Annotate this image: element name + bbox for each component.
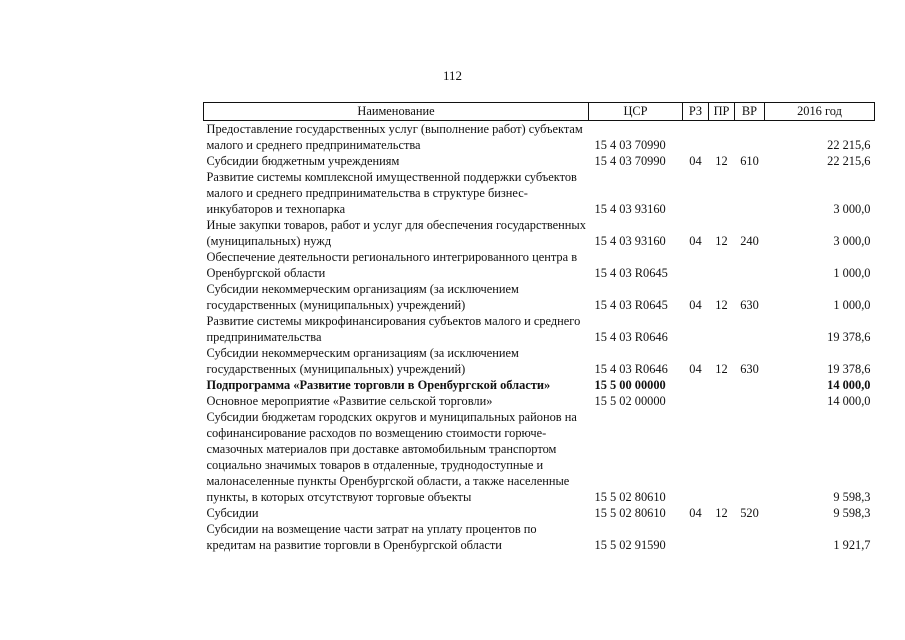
row-vr — [735, 169, 765, 217]
header-name: Наименование — [204, 103, 589, 121]
row-vr — [735, 313, 765, 345]
row-vr — [735, 521, 765, 553]
row-vr: 630 — [740, 362, 759, 376]
row-csr: 15 4 03 93160 — [594, 202, 666, 216]
row-rz — [683, 249, 709, 281]
row-pr: 12 — [715, 154, 728, 168]
row-pr — [709, 521, 735, 553]
row-rz: 04 — [689, 298, 702, 312]
row-csr: 15 4 03 70990 — [594, 138, 666, 152]
row-rz — [683, 393, 709, 409]
budget-table — [203, 102, 875, 553]
row-amount: 19 378,6 — [827, 330, 871, 344]
row-amount: 9 598,3 — [833, 490, 871, 504]
row-name: Субсидии бюджетным учреждениям — [206, 154, 400, 168]
row-name: Предоставление государственных услуг (выполнение работ) субъектам малого и среднего предпринимательства — [206, 122, 583, 152]
row-vr — [735, 409, 765, 505]
table-row — [204, 281, 875, 313]
row-pr — [709, 121, 735, 154]
row-name: Субсидии некоммерческим организациям (за исключением государственных (муниципальных) учреждений) — [206, 282, 519, 312]
row-vr: 610 — [740, 154, 759, 168]
row-name: Субсидии — [206, 506, 259, 520]
row-pr — [709, 409, 735, 505]
row-pr — [709, 249, 735, 281]
table-row — [204, 217, 875, 249]
row-csr: 15 5 00 00000 — [594, 378, 666, 392]
row-amount: 9 598,3 — [833, 506, 871, 520]
table-body — [204, 121, 875, 554]
row-csr: 15 4 03 70990 — [594, 154, 666, 168]
row-vr: 240 — [740, 234, 759, 248]
row-rz: 04 — [689, 506, 702, 520]
row-name: Иные закупки товаров, работ и услуг для обеспечения государственных (муниципальных) нужд — [206, 218, 586, 248]
row-pr: 12 — [715, 362, 728, 376]
table-row — [204, 249, 875, 281]
row-pr — [709, 393, 735, 409]
row-rz — [683, 409, 709, 505]
row-name: Основное мероприятие «Развитие сельской торговли» — [206, 394, 493, 408]
row-amount: 22 215,6 — [827, 154, 871, 168]
row-vr: 630 — [740, 298, 759, 312]
row-name: Субсидии на возмещение части затрат на уплату процентов по кредитам на развитие торговли в Оренбургской области — [206, 522, 537, 552]
row-vr — [735, 249, 765, 281]
header-rz: РЗ — [683, 103, 709, 121]
row-amount: 3 000,0 — [833, 234, 871, 248]
row-csr: 15 4 03 R0645 — [594, 266, 668, 280]
row-rz: 04 — [689, 154, 702, 168]
table-header — [204, 103, 875, 121]
table-row — [204, 169, 875, 217]
row-amount: 1 000,0 — [833, 298, 871, 312]
row-csr: 15 4 03 R0646 — [594, 330, 668, 344]
header-pr: ПР — [709, 103, 735, 121]
table-row — [204, 409, 875, 505]
row-name: Субсидии некоммерческим организациям (за исключением государственных (муниципальных) учреждений) — [206, 346, 519, 376]
row-csr: 15 5 02 80610 — [594, 506, 666, 520]
table-row — [204, 505, 875, 521]
row-name: Подпрограмма «Развитие торговли в Оренбургской области» — [206, 378, 551, 392]
row-name: Развитие системы микрофинансирования субъектов малого и среднего предпринимательства — [206, 314, 581, 344]
row-csr: 15 4 03 R0645 — [594, 298, 668, 312]
row-vr — [735, 393, 765, 409]
row-rz: 04 — [689, 234, 702, 248]
table-row — [204, 121, 875, 154]
row-name: Обеспечение деятельности регионального интегрированного центра в Оренбургской области — [206, 250, 578, 280]
table-row — [204, 377, 875, 393]
row-rz — [683, 313, 709, 345]
row-rz — [683, 169, 709, 217]
row-pr: 12 — [715, 234, 728, 248]
row-amount: 14 000,0 — [827, 378, 871, 392]
row-name: Развитие системы комплексной имущественной поддержки субъектов малого и среднего предпринимательства в структуре бизнес-инкубаторов и технопарка — [206, 170, 577, 216]
header-year: 2016 год — [765, 103, 875, 121]
row-name: Субсидии бюджетам городских округов и муниципальных районов на софинансирование расходов по возмещению стоимости горюче-смазочных материалов при доставке автомобильным транспортом социально значимых товаров в отдаленные, труднодоступные и малонаселенные пункты Оренбургской области, а также населенные пункты, в которых отсутствуют торговые объекты — [206, 410, 577, 504]
row-csr: 15 5 02 00000 — [594, 394, 666, 408]
row-pr — [709, 377, 735, 393]
row-vr — [735, 377, 765, 393]
row-rz: 04 — [689, 362, 702, 376]
page-number: 112 — [442, 68, 463, 83]
row-rz — [683, 121, 709, 154]
table-row — [204, 393, 875, 409]
row-csr: 15 5 02 91590 — [594, 538, 666, 552]
row-pr — [709, 313, 735, 345]
row-vr: 520 — [740, 506, 759, 520]
row-amount: 14 000,0 — [827, 394, 871, 408]
row-amount: 22 215,6 — [827, 138, 871, 152]
row-amount: 3 000,0 — [833, 202, 871, 216]
row-csr: 15 4 03 93160 — [594, 234, 666, 248]
header-csr: ЦСР — [589, 103, 683, 121]
row-pr: 12 — [715, 298, 728, 312]
row-amount: 1 000,0 — [833, 266, 871, 280]
row-amount: 19 378,6 — [827, 362, 871, 376]
row-csr: 15 4 03 R0646 — [594, 362, 668, 376]
table-row — [204, 153, 875, 169]
row-amount: 1 921,7 — [833, 538, 871, 552]
header-vr: ВР — [735, 103, 765, 121]
row-pr: 12 — [715, 506, 728, 520]
table-row — [204, 345, 875, 377]
row-pr — [709, 169, 735, 217]
row-rz — [683, 521, 709, 553]
row-csr: 15 5 02 80610 — [594, 490, 666, 504]
table-row — [204, 313, 875, 345]
table-row — [204, 521, 875, 553]
row-rz — [683, 377, 709, 393]
row-vr — [735, 121, 765, 154]
budget-table-container — [203, 102, 874, 553]
